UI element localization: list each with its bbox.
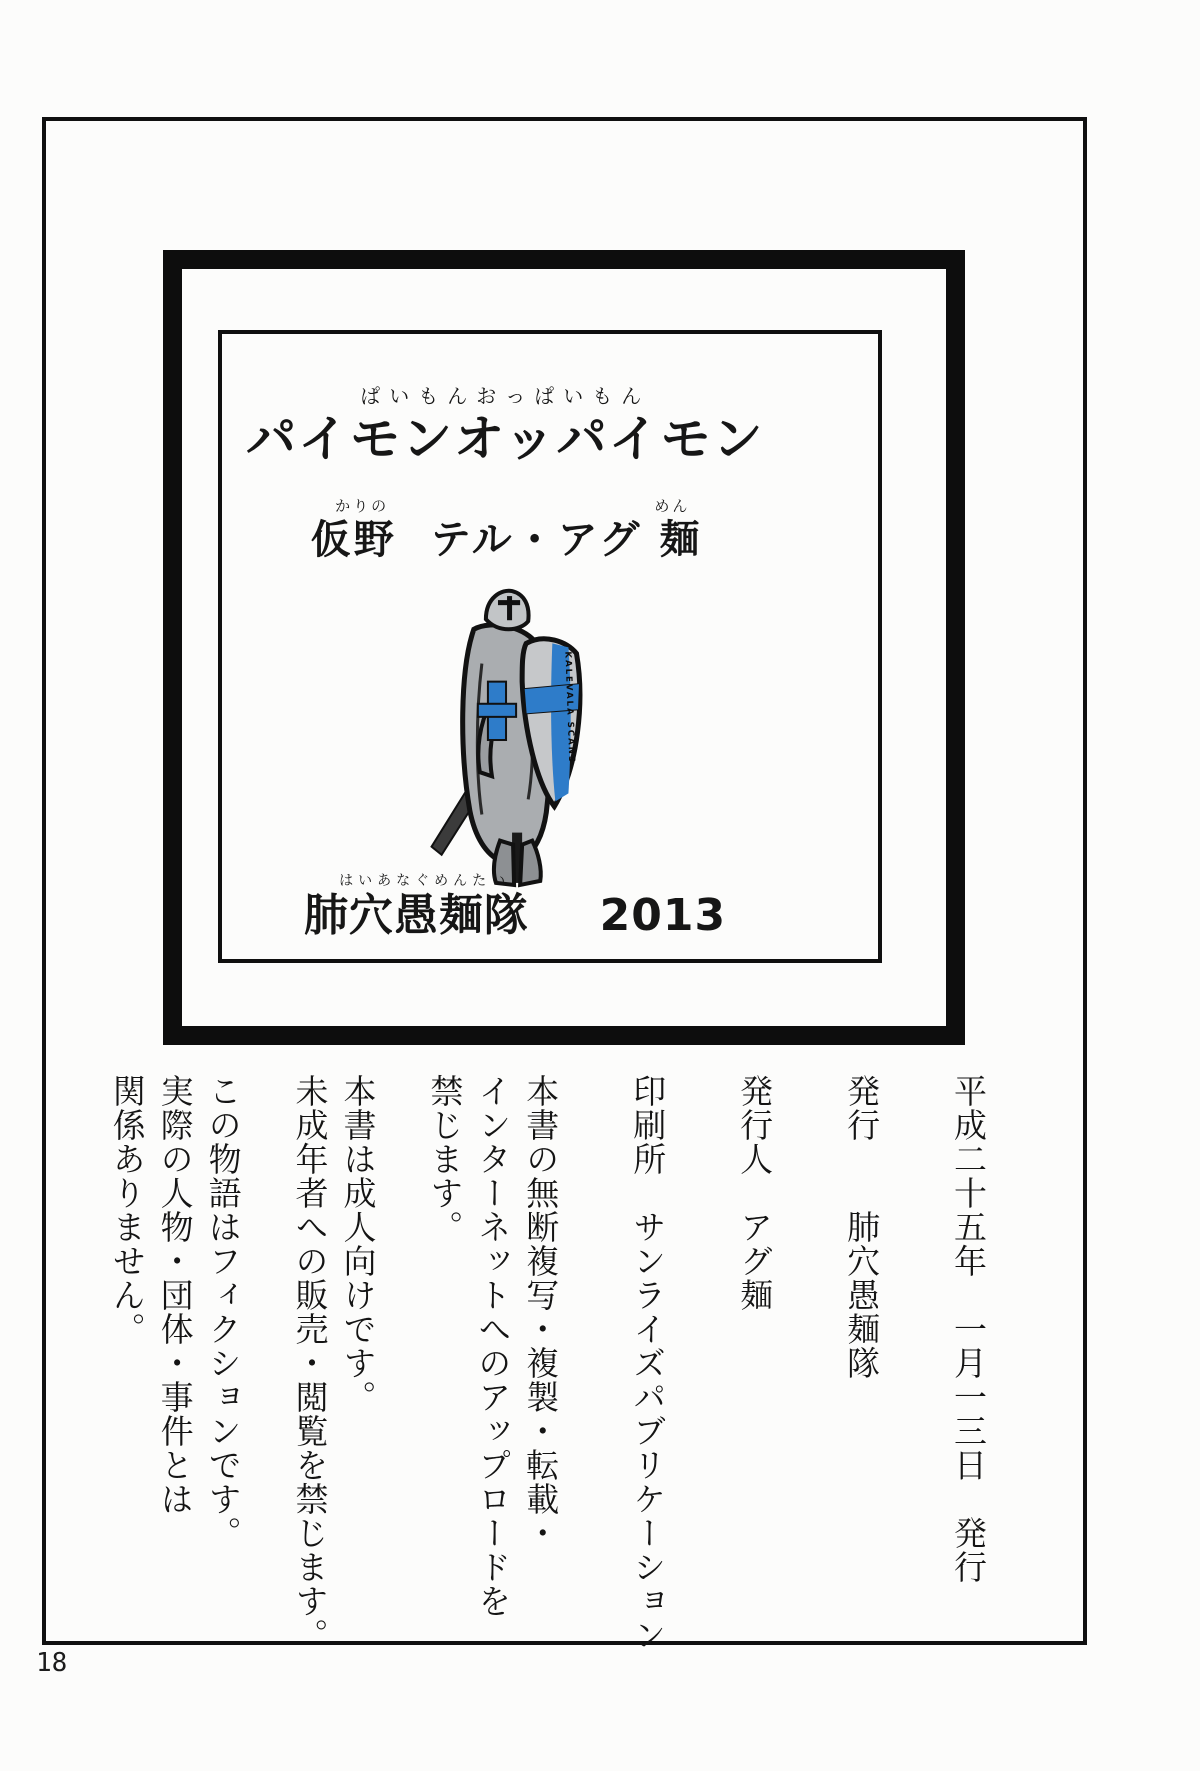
- colophon-column: 未成年者への販売・閲覧を禁じます。: [290, 1074, 327, 1652]
- knight-logo-illustration: [413, 583, 589, 895]
- colophon-column: 本書の無断複写・複製・転載・: [521, 1074, 558, 1550]
- page-number: 18: [36, 1648, 68, 1678]
- title-text: パイモンオッパイモン: [246, 410, 765, 468]
- author-furigana-2: めん: [642, 497, 703, 515]
- colophon-column: 禁じます。: [425, 1074, 462, 1244]
- title-furigana: ぱいもんおっぱいもん: [246, 384, 765, 408]
- colophon-column: インターネットへのアップロードを: [473, 1074, 510, 1618]
- colophon-column: 印刷所 サンライズパブリケーション: [628, 1074, 665, 1652]
- colophon-column: 関係ありません。: [107, 1074, 144, 1346]
- circle-furigana: はいあなぐめんたい: [303, 873, 546, 889]
- knight-helm: [486, 591, 529, 630]
- colophon-column: この物語はフィクションです。: [203, 1074, 240, 1550]
- colophon-column: 発行人 アグ麺: [735, 1074, 772, 1312]
- colophon-column: 本書は成人向けです。: [338, 1074, 375, 1414]
- year-text: 2013: [599, 890, 727, 941]
- colophon-column: 発行 肺穴愚麺隊: [842, 1074, 879, 1380]
- title-box: [218, 330, 882, 963]
- circle-name: 肺穴愚麺隊: [303, 890, 529, 941]
- colophon-column: 実際の人物・団体・事件とは: [155, 1074, 192, 1516]
- author-middle: テル・アグ: [430, 517, 643, 563]
- colophon-column: 平成二十五年 一月一三日 発行: [949, 1074, 985, 1584]
- author-base-1: 仮野: [310, 517, 397, 563]
- circle-name-line: [304, 873, 726, 943]
- author-base-2: 麺: [659, 517, 703, 563]
- shield-scans-text: KALEVALA SCANS: [562, 651, 577, 765]
- colophon-block: [107, 1062, 986, 1652]
- doujin-title: [246, 384, 784, 471]
- author-furigana-1: かりの: [310, 497, 414, 515]
- author-name: [311, 497, 720, 565]
